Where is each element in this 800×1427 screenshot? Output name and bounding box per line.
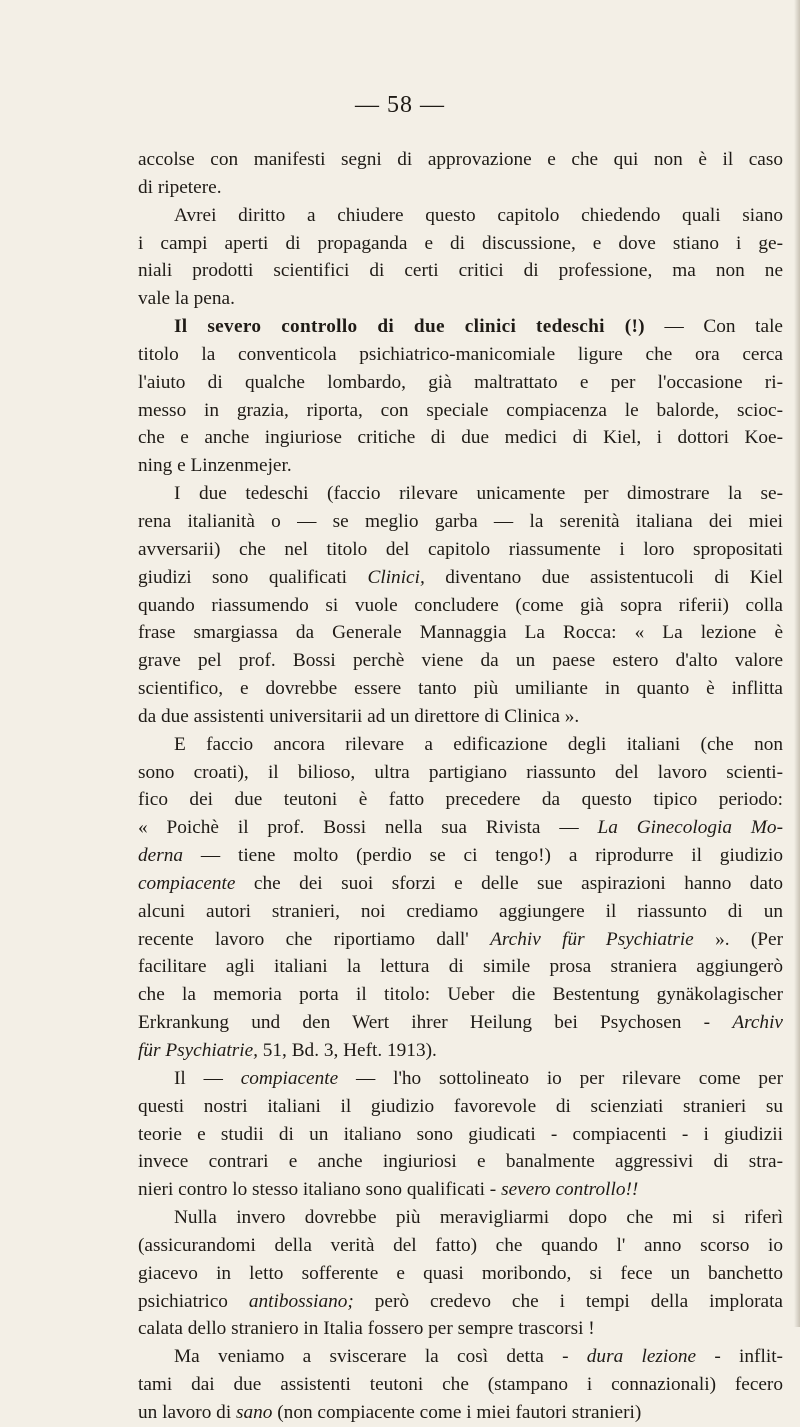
text-run: che dei suoi sforzi e delle sue aspirazioni hanno dato (235, 872, 783, 894)
text-run: — l'ho sottolineato io per rilevare come per (338, 1067, 783, 1089)
text-run: ». (Per (693, 928, 783, 950)
page-edge-shadow (794, 0, 800, 1327)
text-run: alcuni autori stranieri, noi crediamo aggiungere il riassunto di un (138, 900, 783, 922)
text-line (138, 564, 783, 592)
text-line (138, 1148, 783, 1176)
italic-run: derna (138, 845, 183, 867)
text-run: quando riassumendo si vuole concludere (come già sopra riferii) colla (138, 594, 783, 616)
text-line (138, 619, 783, 647)
text-run: calata dello straniero in Italia fossero per sempre trascorsi ! (138, 1318, 595, 1340)
text-line (138, 926, 783, 954)
italic-run: severo controllo!! (501, 1179, 639, 1201)
text-line (138, 592, 783, 620)
text-run: questi nostri italiani il giudizio favorevole di scienziati stranieri su (138, 1095, 783, 1117)
text-run: facilitare agli italiani la lettura di simile prosa straniera aggiungerò (138, 956, 783, 978)
text-line (138, 1232, 783, 1260)
text-line (138, 1315, 783, 1343)
text-line (138, 1037, 783, 1065)
text-run: « Poichè il prof. Bossi nella sua Rivista — (138, 817, 598, 839)
text-run: messo in grazia, riporta, con speciale compiacenza le balorde, scioc- (138, 399, 783, 421)
italic-run: Archiv für Psychiatrie (490, 928, 694, 950)
text-line (138, 480, 783, 508)
text-line (138, 647, 783, 675)
text-run: di ripetere. (138, 176, 222, 198)
text-run: Nulla invero dovrebbe più meravigliarmi dopo che mi si riferì (174, 1207, 783, 1229)
text-line (138, 953, 783, 981)
text-run: Il — (174, 1067, 241, 1089)
body-text (138, 146, 783, 1427)
text-line (138, 536, 783, 564)
text-run: i campi aperti di propaganda e di discussione, e dove stiano i ge- (138, 232, 783, 254)
text-run: tami dai due assistenti teutoni che (stampano i connazionali) fecero (138, 1374, 783, 1396)
text-run: (non compiacente come i miei fautori stranieri) (272, 1401, 642, 1423)
text-line (138, 898, 783, 926)
text-run: - inflit- (696, 1346, 783, 1368)
italic-run: antibossiano; (248, 1290, 354, 1312)
text-line (138, 313, 783, 341)
text-line (138, 731, 783, 759)
italic-run: La Ginecologia Mo- (597, 817, 783, 839)
text-line (138, 786, 783, 814)
text-line (138, 1121, 783, 1149)
text-line (138, 1009, 783, 1037)
text-line (138, 452, 783, 480)
text-line (138, 285, 783, 313)
text-run: che la memoria porta il titolo: Ueber die Bestentung gynäkolagischer (138, 984, 783, 1006)
text-line (138, 1204, 783, 1232)
text-run: sono croati), il bilioso, ultra partigiano riassunto del lavoro scienti- (138, 761, 783, 783)
text-run: (assicurandomi della verità del fatto) che quando l' anno scorso io (138, 1234, 783, 1256)
text-run: ning e Linzenmejer. (138, 455, 292, 477)
text-line (138, 1260, 783, 1288)
text-run: titolo la conventicola psichiatrico-manicomiale ligure che ora cerca (138, 343, 783, 365)
italic-run: dura lezione (586, 1346, 697, 1368)
text-run: invece contrari e anche ingiuriosi e banalmente aggressivi di stra- (138, 1151, 783, 1173)
text-line (138, 842, 783, 870)
text-line (138, 146, 783, 174)
text-run: vale la pena. (138, 288, 235, 310)
text-line (138, 703, 783, 731)
text-line (138, 230, 783, 258)
text-run: fico dei due teutoni è fatto precedere da questo tipico periodo: (138, 789, 783, 811)
text-line (138, 675, 783, 703)
text-run: Erkrankung und den Wert ihrer Heilung bei Psychosen - (138, 1012, 733, 1034)
text-line (138, 397, 783, 425)
text-line (138, 814, 783, 842)
text-line (138, 424, 783, 452)
text-run: rena italianità o — se meglio garba — la serenità italiana dei miei (138, 510, 783, 532)
text-run: niali prodotti scientifici di certi critici di professione, ma non ne (138, 260, 783, 282)
italic-run: compiacente (138, 872, 236, 894)
text-run: — tiene molto (perdio se ci tengo!) a riprodurre il giudizio (182, 845, 783, 867)
text-line (138, 759, 783, 787)
text-line (138, 1288, 783, 1316)
text-run: frase smargiassa da Generale Mannaggia La Rocca: « La lezione è (138, 622, 783, 644)
text-run: giudizi sono qualificati (138, 566, 368, 588)
text-run: — Con tale (644, 316, 783, 338)
text-run: scientifico, e dovrebbe essere tanto più umiliante in quanto è inflitta (138, 678, 783, 700)
text-run: che e anche ingiuriose critiche di due medici di Kiel, i dottori Koe- (138, 427, 783, 449)
italic-run: Clinici, (367, 566, 425, 588)
text-run: accolse con manifesti segni di approvazione e che qui non è il caso (138, 149, 783, 170)
text-line (138, 870, 783, 898)
text-line (138, 981, 783, 1009)
page-number: — 58 — (355, 92, 445, 118)
text-run: E faccio ancora rilevare a edificazione degli italiani (che non (174, 733, 783, 755)
text-run: l'aiuto di qualche lombardo, già maltrattato e per l'occasione ri- (138, 371, 783, 393)
text-line (138, 257, 783, 285)
text-line (138, 1371, 783, 1399)
text-run: Avrei diritto a chiudere questo capitolo chiedendo quali siano (174, 204, 783, 226)
text-run: teorie e studii di un italiano sono giudicati - compiacenti - i giudizii (138, 1123, 783, 1145)
heading-run: Il severo controllo di due clinici tedeschi (!) (174, 316, 645, 338)
text-run: avversarii) che nel titolo del capitolo riassumente i loro spropositati (138, 538, 783, 560)
text-run: da due assistenti universitarii ad un direttore di Clinica ». (138, 705, 580, 727)
text-run: diventano due assistentucoli di Kiel (424, 566, 783, 588)
text-line (138, 1176, 783, 1204)
italic-run: Archiv (732, 1012, 783, 1034)
text-run: recente lavoro che riportiamo dall' (138, 928, 491, 950)
text-line (138, 369, 783, 397)
text-run: Ma veniamo a sviscerare la così detta - (174, 1346, 587, 1368)
text-line (138, 341, 783, 369)
italic-run: sano (236, 1401, 273, 1423)
text-run: nieri contro lo stesso italiano sono qualificati - (138, 1179, 502, 1201)
text-run: 51, Bd. 3, Heft. 1913). (257, 1040, 437, 1061)
text-run: un lavoro di (138, 1401, 236, 1423)
italic-run: für Psychiatrie, (138, 1040, 258, 1061)
text-run: grave pel prof. Bossi perchè viene da un paese estero d'alto valore (138, 650, 783, 672)
text-line (138, 174, 783, 202)
text-run: però credevo che i tempi della implorata (353, 1290, 783, 1312)
text-line (138, 1399, 783, 1427)
text-run: psichiatrico (138, 1290, 249, 1312)
text-run: I due tedeschi (faccio rilevare unicamente per dimostrare la se- (174, 483, 783, 505)
text-line (138, 1065, 783, 1093)
text-run: giacevo in letto sofferente e quasi moribondo, si fece un banchetto (138, 1262, 783, 1284)
text-line (138, 1093, 783, 1121)
text-line (138, 508, 783, 536)
text-line (138, 202, 783, 230)
text-line (138, 1343, 783, 1371)
italic-run: compiacente (240, 1067, 339, 1089)
